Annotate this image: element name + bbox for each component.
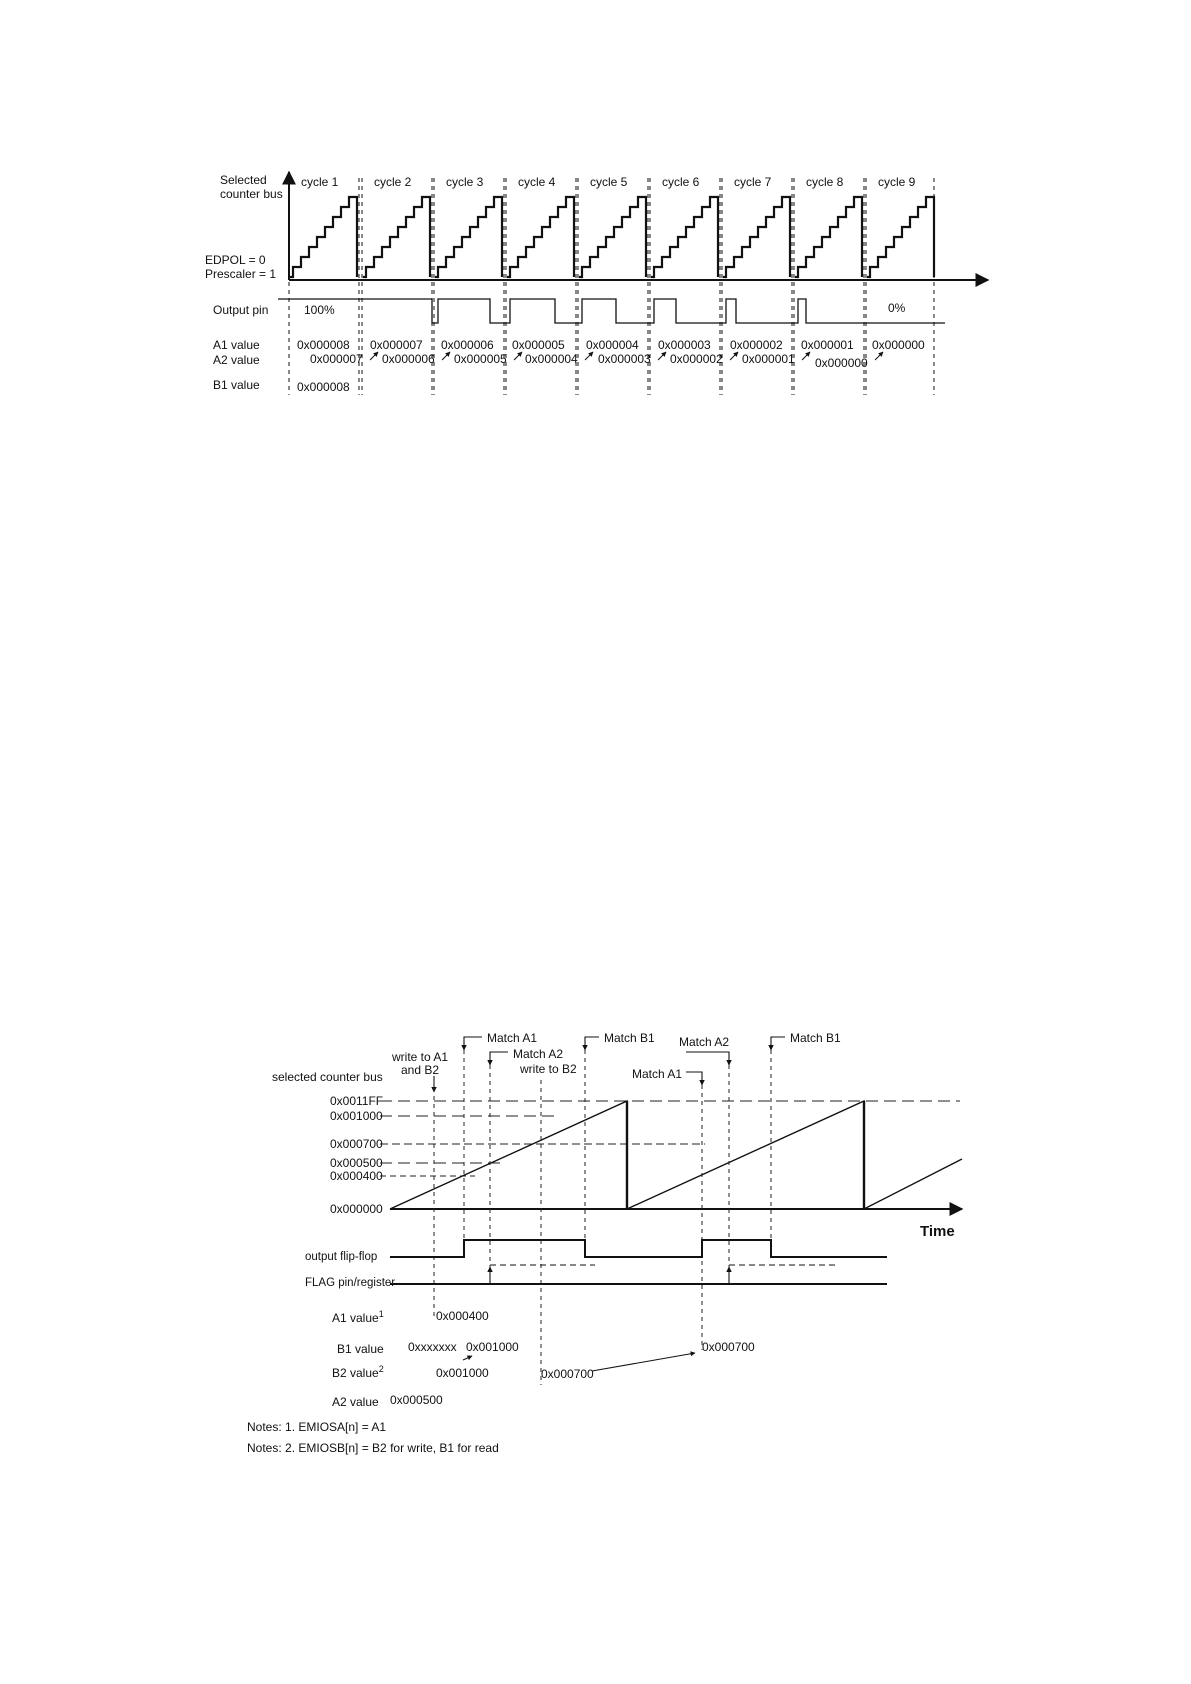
d1-a2-value-6: 0x000002 xyxy=(670,352,723,366)
d1-a1-value-2: 0x000007 xyxy=(370,338,423,352)
d1-a2-label: A2 value xyxy=(213,353,260,367)
d2-a1-label: A1 value$^1$ xyxy=(332,1309,384,1325)
d1-yaxis-label-line1: Selected xyxy=(220,173,267,187)
d2-match-a2-2: Match A2 xyxy=(679,1035,730,1049)
d2-level-label-4: 0x000500 xyxy=(330,1156,383,1170)
d2-match-b1-2: Match B1 xyxy=(790,1031,841,1045)
d2-output-ff-label: output flip-flop xyxy=(305,1251,378,1263)
d2-note-2: Notes: 2. EMIOSB[n] = B2 for write, B1 for read xyxy=(247,1441,499,1455)
d1-a1-values xyxy=(297,338,925,352)
d1-a2-value-3: 0x000005 xyxy=(454,352,507,366)
d1-b1-label: B1 value xyxy=(213,378,260,392)
d1-counter-staircase xyxy=(290,197,934,277)
d2-match-a1-2: Match A1 xyxy=(632,1067,683,1081)
d1-cycle-label-9: cycle 9 xyxy=(878,175,916,189)
timing-diagram-match-events xyxy=(247,1031,962,1455)
d2-event-markers xyxy=(434,1037,785,1092)
d1-a2-arrow-5 xyxy=(658,352,666,360)
d2-write-a1-b2-line2: and B2 xyxy=(401,1063,440,1077)
d1-a2-value-1: 0x000007 xyxy=(310,352,363,366)
d1-a2-value-5: 0x000003 xyxy=(598,352,651,366)
d1-yaxis-label-line2: counter bus xyxy=(220,187,283,201)
d1-a2-arrow-2 xyxy=(442,352,450,360)
d2-b2-value-2: 0x000700 xyxy=(541,1367,594,1381)
d1-a2-arrow-3 xyxy=(514,352,522,360)
d1-cycle-labels xyxy=(301,175,916,189)
d1-a1-value-9: 0x000000 xyxy=(872,338,925,352)
d2-b2-to-b1-arrow xyxy=(592,1353,695,1371)
d2-match-a2-write-b2-line2: write to B2 xyxy=(520,1062,577,1076)
d1-cycle-label-6: cycle 6 xyxy=(662,175,700,189)
d1-sawtooth-cycle-8 xyxy=(795,197,862,277)
d1-sawtooth-cycle-6 xyxy=(651,197,718,277)
d2-b1-value-1: 0xxxxxxx xyxy=(408,1340,457,1354)
d1-sawtooth-cycle-4 xyxy=(507,197,574,277)
d1-a1-value-7: 0x000002 xyxy=(730,338,783,352)
d2-level-guidelines xyxy=(380,1101,960,1176)
d1-a1-value-4: 0x000005 xyxy=(512,338,565,352)
d2-note-1: Notes: 1. EMIOSA[n] = A1 xyxy=(247,1420,387,1434)
d1-a1-value-3: 0x000006 xyxy=(441,338,494,352)
d1-cycle-label-8: cycle 8 xyxy=(806,175,844,189)
d2-a1-value: 0x000400 xyxy=(436,1309,489,1323)
d2-counter-ramp xyxy=(390,1101,962,1209)
d1-sawtooth-cycle-7 xyxy=(723,197,790,277)
d2-write-a1-b2-line1: write to A1 xyxy=(392,1050,449,1064)
d1-duty-100: 100% xyxy=(304,303,335,317)
d2-level-label-6: 0x000000 xyxy=(330,1202,383,1216)
d1-edpol-label: EDPOL = 0 xyxy=(205,253,266,267)
d2-flag-arrows xyxy=(490,1265,835,1284)
d2-match-b1-1: Match B1 xyxy=(604,1031,655,1045)
d1-a1-value-5: 0x000004 xyxy=(586,338,639,352)
d1-b1-value: 0x000008 xyxy=(297,380,350,394)
d2-time-label: Time xyxy=(920,1223,955,1240)
d2-level-label-1: 0x0011FF xyxy=(330,1094,384,1108)
d2-match-a2-write-b2-line1: Match A2 xyxy=(513,1047,564,1061)
d2-level-label-2: 0x001000 xyxy=(330,1109,383,1123)
d1-a2-arrow-1 xyxy=(370,352,378,360)
d1-a1-label: A1 value xyxy=(213,338,260,352)
d2-b2-to-b1-arrow-small xyxy=(463,1356,472,1360)
d1-cycle-label-2: cycle 2 xyxy=(374,175,412,189)
d1-a1-value-1: 0x000008 xyxy=(297,338,350,352)
d1-sawtooth-cycle-9 xyxy=(867,197,934,277)
d1-a2-arrow-6 xyxy=(730,352,738,360)
d2-b2-value-1: 0x001000 xyxy=(436,1366,489,1380)
d1-duty-0: 0% xyxy=(888,301,906,315)
d1-a2-value-2: 0x000006 xyxy=(382,352,435,366)
d1-a2-value-4: 0x000004 xyxy=(525,352,578,366)
d2-output-ff-waveform xyxy=(390,1240,887,1257)
d1-a1-value-6: 0x000003 xyxy=(658,338,711,352)
d2-level-labels xyxy=(330,1094,383,1216)
d1-sawtooth-cycle-5 xyxy=(579,197,646,277)
d2-match-a1-1: Match A1 xyxy=(487,1031,538,1045)
d1-a2-value-8: 0x000000 xyxy=(815,356,868,370)
d1-sawtooth-cycle-2 xyxy=(363,197,430,277)
d1-a1-value-8: 0x000001 xyxy=(801,338,854,352)
d1-cycle-label-5: cycle 5 xyxy=(590,175,628,189)
d2-a2-label: A2 value xyxy=(332,1395,379,1409)
d2-counter-label: selected counter bus xyxy=(272,1070,383,1084)
d1-sawtooth-cycle-1 xyxy=(290,197,357,277)
d1-sawtooth-cycle-3 xyxy=(435,197,502,277)
d2-event-lines xyxy=(434,1050,771,1385)
d2-b1-value-2: 0x001000 xyxy=(466,1340,519,1354)
d2-level-label-3: 0x000700 xyxy=(330,1137,383,1151)
d2-flag-label: FLAG pin/register xyxy=(305,1277,396,1289)
timing-diagram-opwfmb-duty-cycle xyxy=(205,172,988,395)
d1-cycle-label-3: cycle 3 xyxy=(446,175,484,189)
d2-b1-value-3: 0x000700 xyxy=(702,1340,755,1354)
d1-cycle-label-4: cycle 4 xyxy=(518,175,556,189)
d1-a2-arrow-4 xyxy=(585,352,593,360)
d1-a2-value-7: 0x000001 xyxy=(742,352,795,366)
d1-output-pin-label: Output pin xyxy=(213,303,269,317)
d1-a2-values xyxy=(310,352,883,370)
d1-a2-arrow-8 xyxy=(875,352,883,360)
d1-output-pin-waveform xyxy=(278,299,945,323)
d1-a2-arrow-7 xyxy=(802,352,810,360)
d2-a2-value: 0x000500 xyxy=(390,1393,443,1407)
d2-b1-label: B1 value xyxy=(337,1342,384,1356)
d2-level-label-5: 0x000400 xyxy=(330,1169,383,1183)
d1-cycle-label-1: cycle 1 xyxy=(301,175,339,189)
d1-cycle-label-7: cycle 7 xyxy=(734,175,772,189)
d1-prescaler-label: Prescaler = 1 xyxy=(205,267,277,281)
d2-b2-label: B2 value$^2$ xyxy=(332,1364,384,1380)
